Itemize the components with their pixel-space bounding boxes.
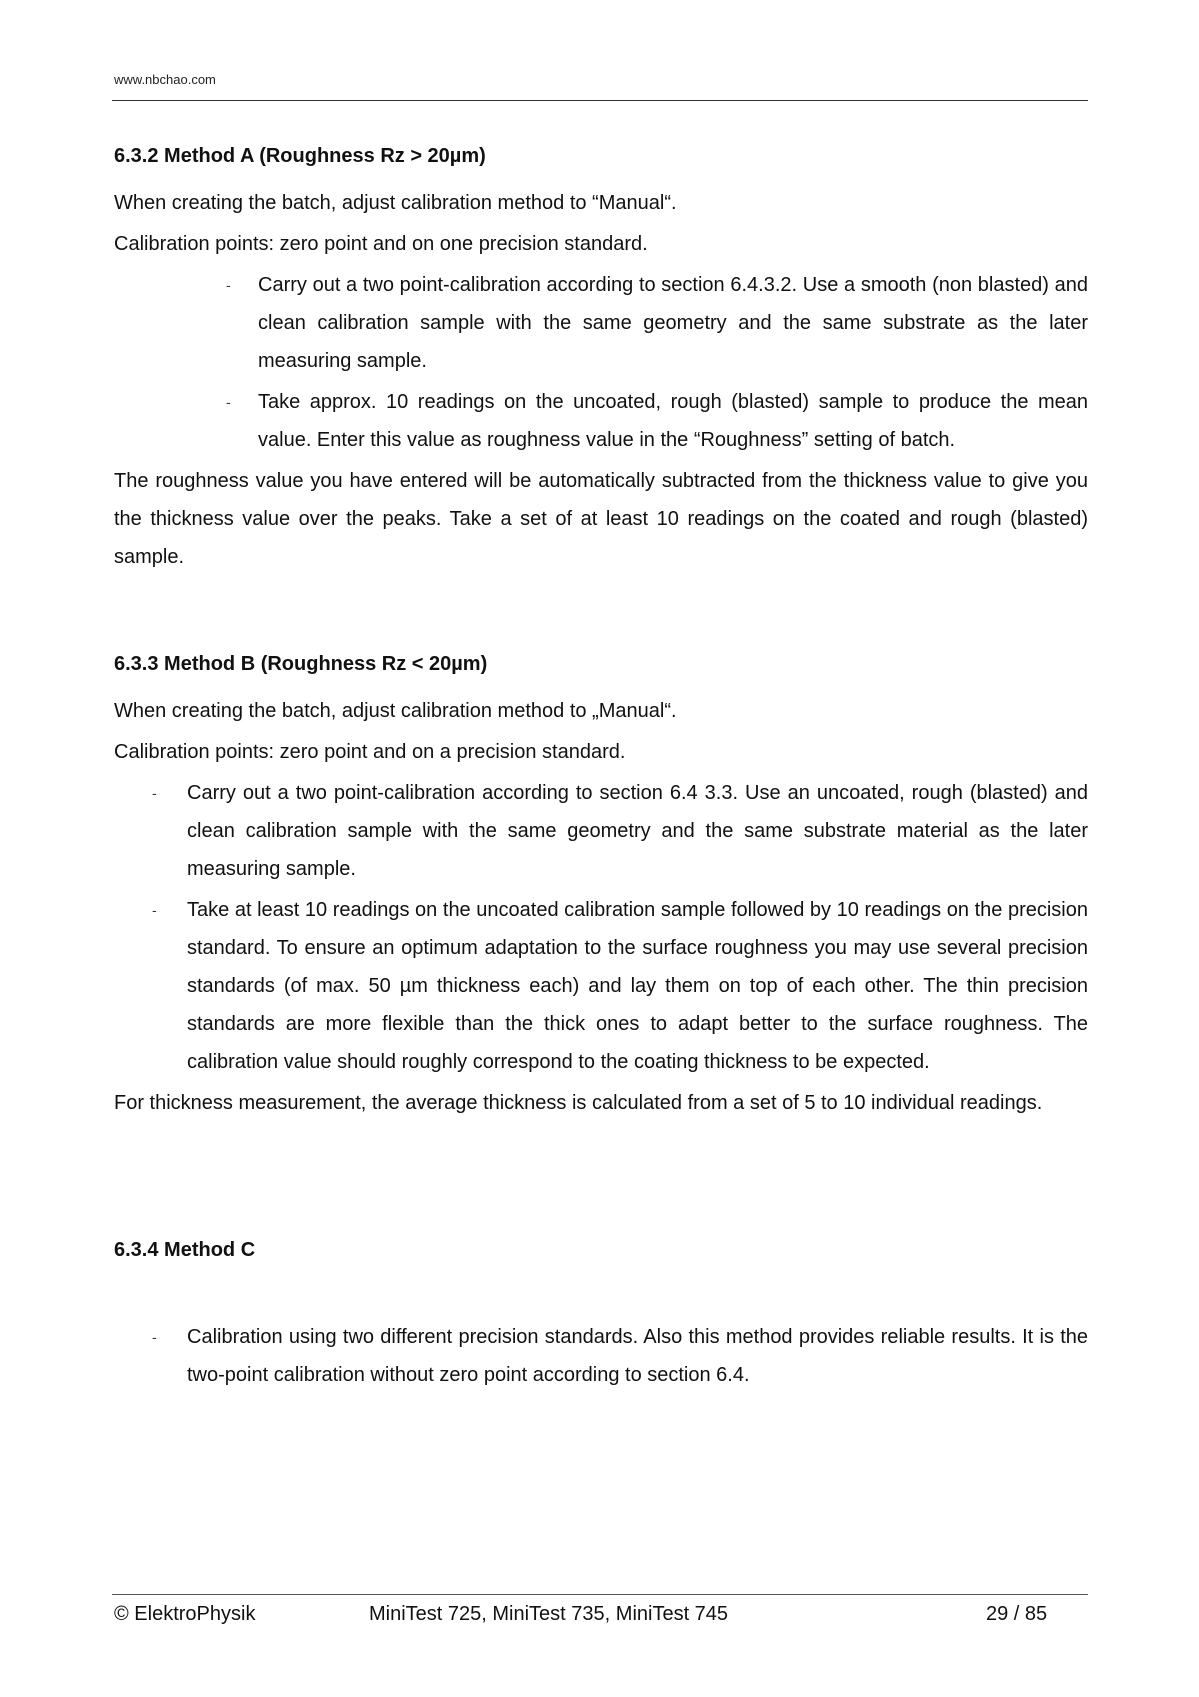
bullet-dash-icon: - [226,394,231,410]
list-item [226,266,1088,380]
list-item [226,383,1088,459]
paragraph: When creating the batch, adjust calibration method to “Manual“. [114,192,677,214]
list-item-text: Calibration using two different precision standards. Also this method provides reliable results. It is the two-point calibration without zero point according to section 6.4. [187,1326,1088,1386]
page-content [114,140,1088,1394]
footer-copyright: © ElektroPhysik [114,1603,256,1625]
bullet-dash-icon: - [152,902,157,918]
paragraph: Calibration points: zero point and on a precision standard. [114,741,626,763]
bullet-dash-icon: - [152,785,157,801]
bullet-dash-icon: - [152,1329,157,1345]
bullet-dash-icon: - [226,277,231,293]
section-title-method-c: 6.3.4 Method C [114,1239,256,1261]
section-title-method-b: 6.3.3 Method B (Roughness Rz < 20µm) [114,653,488,675]
list-item-text: Carry out a two point-calibration according to section 6.4 3.3. Use an uncoated, rough (blasted) and clean calibration sample with the same geometry and the same substrate material as the later measuring sample. [187,782,1088,880]
footer-page-number: 29 / 85 [986,1603,1048,1625]
list-item [152,1318,1088,1394]
header-divider [112,100,1088,101]
paragraph: Calibration points: zero point and on one precision standard. [114,233,648,255]
list-item [152,891,1088,1081]
section-title-method-a: 6.3.2 Method A (Roughness Rz > 20µm) [114,145,486,167]
list-item-text: Carry out a two point-calibration according to section 6.4.3.2. Use a smooth (non blasted) and clean calibration sample with the same geometry and the same substrate as the later measuring sample. [258,274,1088,372]
header-url: www.nbchao.com [114,72,216,87]
footer-divider [112,1594,1088,1595]
list-item [152,774,1088,888]
list-item-text: Take at least 10 readings on the uncoated calibration sample followed by 10 readings on the precision standard. To ensure an optimum adaptation to the surface roughness you may use several precision standards (of max. 50 µm thickness each) and lay them on top of each other. The thin precision standards are more flexible than the thick ones to adapt better to the surface roughness. The calibration value should roughly correspond to the coating thickness to be expected. [187,899,1088,1073]
paragraph: When creating the batch, adjust calibration method to „Manual“. [114,700,677,722]
list-item-text: Take approx. 10 readings on the uncoated, rough (blasted) sample to produce the mean value. Enter this value as roughness value in the “Roughness” setting of batch. [258,391,1088,451]
paragraph: For thickness measurement, the average thickness is calculated from a set of 5 to 10 individual readings. [114,1092,1043,1114]
paragraph: The roughness value you have entered will be automatically subtracted from the thickness value to give you the thickness value over the peaks. Take a set of at least 10 readings on the coated and rough (blasted) sample. [114,470,1088,568]
footer-product: MiniTest 725, MiniTest 735, MiniTest 745 [369,1603,729,1625]
